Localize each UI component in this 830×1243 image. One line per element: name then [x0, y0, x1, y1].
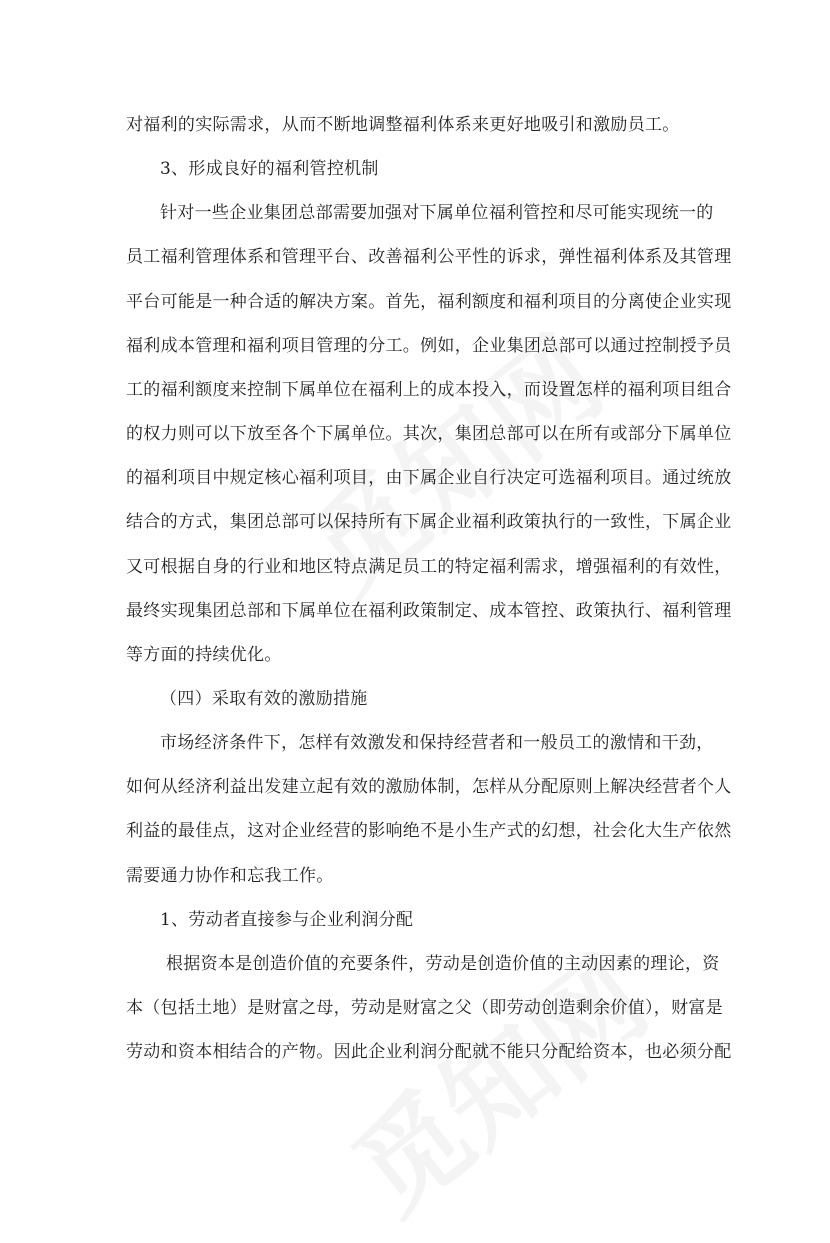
text-line: 又可根据自身的行业和地区特点满足员工的特定福利需求，增强福利的有效性，: [126, 557, 732, 577]
text-line: 如何从经济利益出发建立起有效的激励体制，怎样从分配原则上解决经营者个人: [126, 777, 732, 797]
text-line: 的权力则可以下放至各个下属单位。其次，集团总部可以在所有或部分下属单位: [126, 424, 732, 444]
text-line: 针对一些企业集团总部需要加强对下属单位福利管控和尽可能实现统一的: [160, 203, 714, 223]
text-line: 等方面的持续优化。: [126, 645, 282, 665]
text-line: 结合的方式，集团总部可以保持所有下属企业福利政策执行的一致性，下属企业: [126, 512, 732, 532]
text-line: 福利成本管理和福利项目管理的分工。例如，企业集团总部可以通过控制授予员: [126, 336, 732, 356]
section-heading: 3、形成良好的福利管控机制: [160, 159, 379, 179]
text-line: 市场经济条件下，怎样有效激发和保持经营者和一般员工的激情和干劲，: [160, 733, 714, 753]
text-line: 需要通力协作和忘我工作。: [126, 866, 334, 886]
text-line: 员工福利管理体系和管理平台、改善福利公平性的诉求，弹性福利体系及其管理: [126, 247, 732, 267]
text-line: 工的福利额度来控制下属单位在福利上的成本投入，而设置怎样的福利项目组合: [126, 380, 732, 400]
text-line: 的福利项目中规定核心福利项目，由下属企业自行决定可选福利项目。通过统放: [126, 468, 732, 488]
text-line: 根据资本是创造价值的充要条件，劳动是创造价值的主动因素的理论，资: [166, 954, 720, 974]
text-line: 平台可能是一种合适的解决方案。首先，福利额度和福利项目的分离使企业实现: [126, 292, 732, 312]
text-line: 最终实现集团总部和下属单位在福利政策制定、成本管控、政策执行、福利管理: [126, 601, 732, 621]
text-line: 对福利的实际需求，从而不断地调整福利体系来更好地吸引和激励员工。: [126, 115, 680, 135]
text-line: 利益的最佳点，这对企业经营的影响绝不是小生产式的幻想，社会化大生产依然: [126, 821, 732, 841]
section-heading: 1、劳动者直接参与企业利润分配: [160, 910, 414, 930]
section-heading: （四）采取有效的激励措施: [160, 689, 368, 709]
text-line: 劳动和资本相结合的产物。因此企业利润分配就不能只分配给资本，也必须分配: [126, 1042, 732, 1062]
text-line: 本（包括土地）是财富之母，劳动是财富之父（即劳动创造剩余价值），财富是: [126, 998, 723, 1018]
